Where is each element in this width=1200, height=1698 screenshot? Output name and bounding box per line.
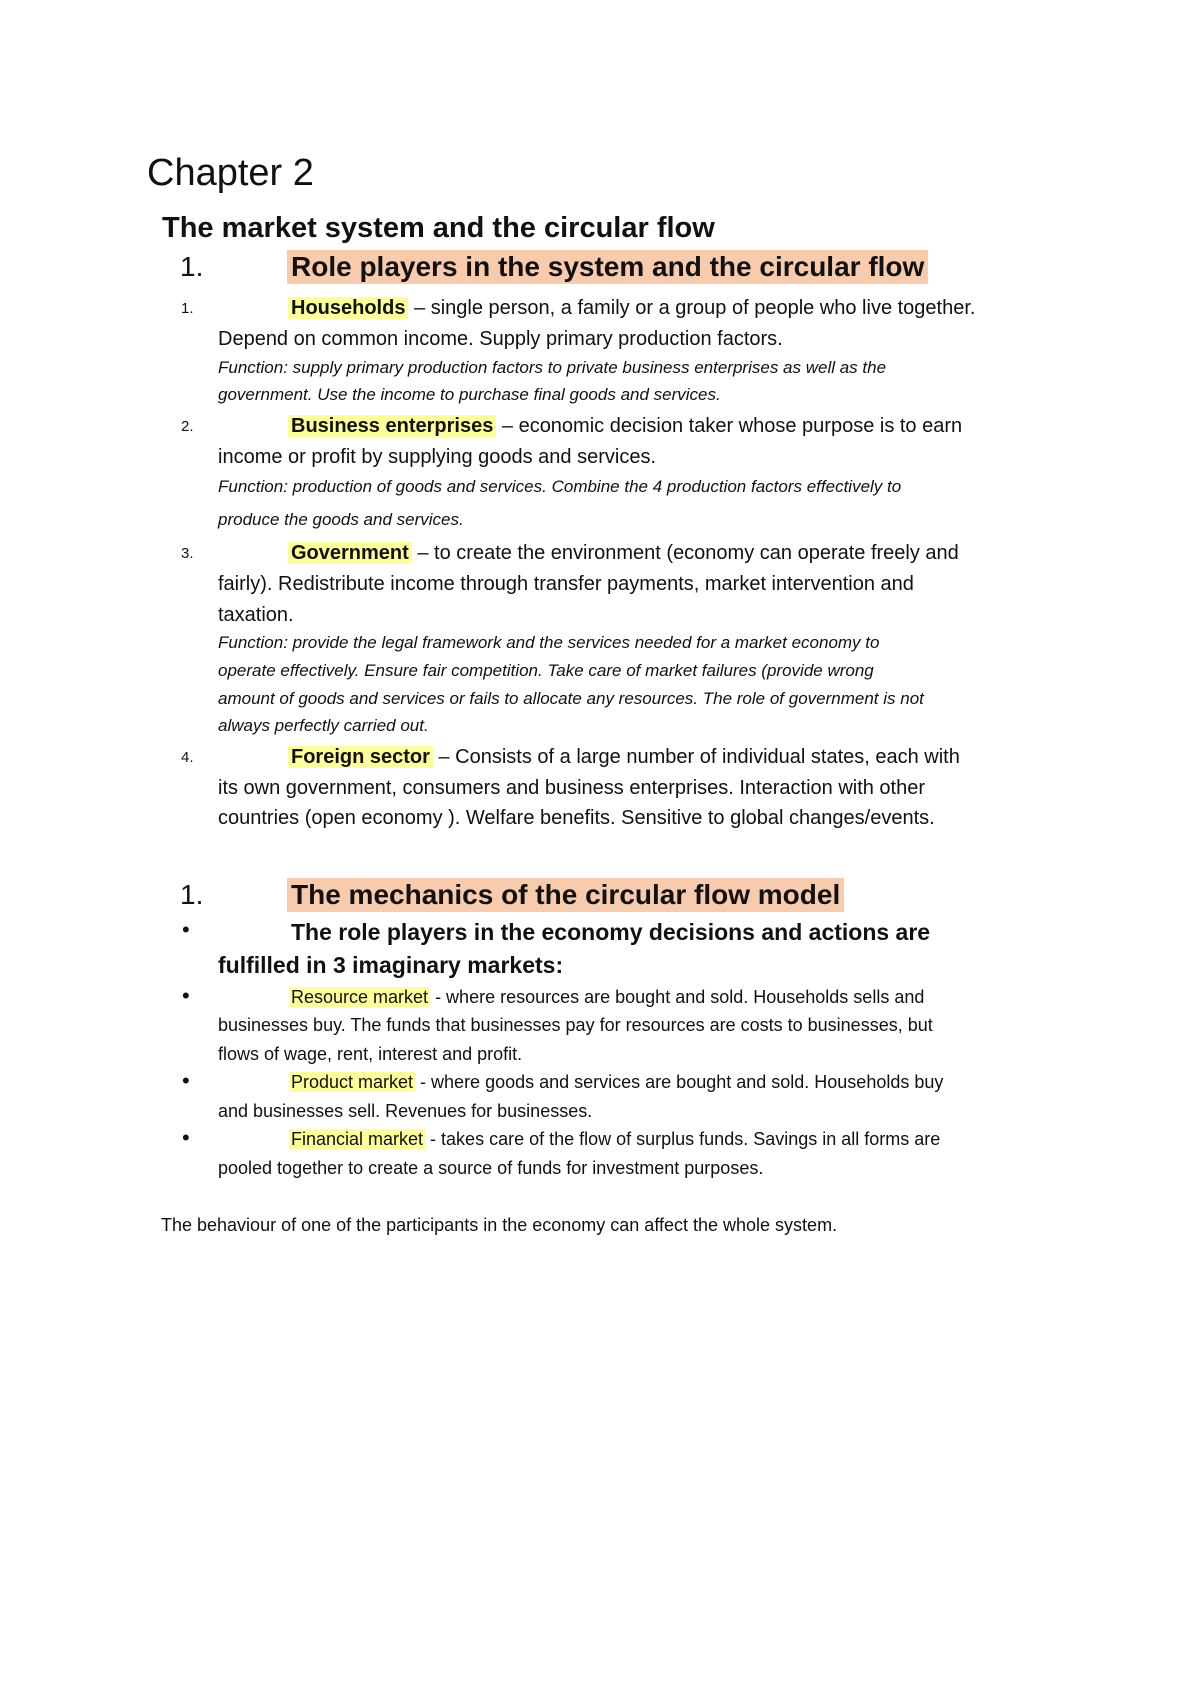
desc-line: – economic decision taker whose purpose is to earn [496, 415, 963, 437]
list-item-financial-market [289, 1127, 940, 1151]
item-number: 1. [181, 300, 194, 317]
section1-number: 1. [180, 251, 204, 282]
function-line: always perfectly carried out. [218, 716, 429, 735]
list-item-business-enterprises [288, 414, 962, 438]
desc-line: – to create the environment (economy can operate freely and [411, 542, 959, 564]
function-line: Function: production of goods and services. Combine the 4 production factors effectively to [218, 477, 902, 496]
list-item-households [288, 296, 975, 320]
desc-line: income or profit by supplying goods and services. [218, 446, 657, 468]
desc-line: its own government, consumers and business enterprises. Interaction with other [218, 777, 926, 799]
desc-line: Depend on common income. Supply primary production factors. [218, 328, 783, 350]
function-line: operate effectively. Ensure fair competition. Take care of market failures (provide wrong [218, 661, 874, 680]
item-number: 4. [181, 749, 194, 766]
closing-sentence: The behaviour of one of the participants in the economy can affect the whole system. [161, 1215, 838, 1235]
function-line: government. Use the income to purchase final goods and services. [218, 385, 721, 404]
term-government: Government [288, 542, 412, 564]
desc-line: taxation. [218, 604, 294, 626]
section2-number: 1. [180, 879, 204, 910]
intro-line: fulfilled in 3 imaginary markets: [218, 952, 564, 978]
bullet-icon: • [182, 1125, 190, 1150]
function-line: Function: provide the legal framework and the services needed for a market economy to [218, 633, 880, 652]
term-households: Households [288, 297, 408, 319]
list-item-product-market [289, 1070, 943, 1094]
term-foreign-sector: Foreign sector [288, 746, 433, 768]
item-number: 2. [181, 418, 194, 435]
bullet-icon: • [182, 917, 190, 942]
market-desc: - where goods and services are bought and sold. Households buy [415, 1072, 944, 1092]
main-heading: The market system and the circular flow [162, 212, 715, 244]
desc-line: fairly). Redistribute income through transfer payments, market intervention and [218, 573, 914, 595]
function-line: amount of goods and services or fails to allocate any resources. The role of government is not [218, 689, 924, 708]
function-line: produce the goods and services. [218, 510, 464, 529]
market-desc: businesses buy. The funds that businesses pay for resources are costs to businesses, but [218, 1015, 933, 1035]
term-financial-market: Financial market [291, 1129, 424, 1149]
market-desc: - takes care of the flow of surplus funds. Savings in all forms are [425, 1129, 941, 1149]
desc-line: – single person, a family or a group of people who live together. [408, 297, 976, 319]
term-product-market: Product market [291, 1072, 414, 1092]
list-item-foreign-sector [288, 745, 960, 769]
market-desc: pooled together to create a source of funds for investment purposes. [218, 1158, 764, 1178]
market-desc: and businesses sell. Revenues for businesses. [218, 1101, 593, 1121]
bullet-icon: • [182, 1068, 190, 1093]
list-item-resource-market [289, 985, 924, 1009]
term-business-enterprises: Business enterprises [288, 415, 496, 437]
item-number: 3. [181, 545, 194, 562]
term-resource-market: Resource market [291, 987, 429, 1007]
market-desc: - where resources are bought and sold. Households sells and [430, 987, 925, 1007]
list-item-government [288, 541, 959, 565]
intro-line: The role players in the economy decisions and actions are [291, 919, 931, 945]
bullet-icon: • [182, 983, 190, 1008]
desc-line: countries (open economy ). Welfare benefits. Sensitive to global changes/events. [218, 807, 935, 829]
market-desc: flows of wage, rent, interest and profit. [218, 1044, 523, 1064]
function-line: Function: supply primary production factors to private business enterprises as well as the [218, 358, 887, 377]
section1-title: Role players in the system and the circular flow [287, 250, 928, 284]
chapter-title: Chapter 2 [147, 152, 314, 194]
desc-line: – Consists of a large number of individual states, each with [432, 746, 960, 768]
section2-title: The mechanics of the circular flow model [287, 878, 844, 912]
